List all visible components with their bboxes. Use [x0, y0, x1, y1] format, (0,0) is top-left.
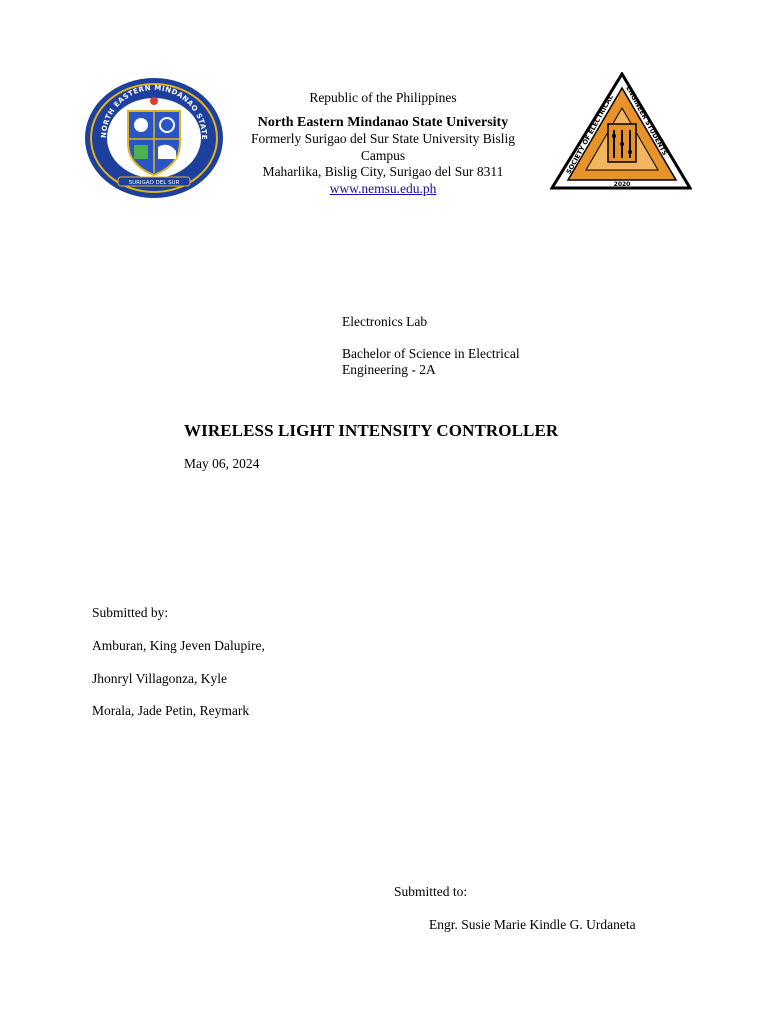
former-name: Formerly Surigao del Sur State University Bislig Campus [251, 131, 515, 163]
lab-name: Electronics Lab [342, 314, 428, 329]
campus-address: Maharlika, Bislig City, Surigao del Sur 8311 [262, 164, 504, 179]
member-name: Jhonryl Villagonza, Kyle [92, 671, 228, 686]
course-info [342, 314, 572, 379]
seal-arc-text: NORTH EASTERN MINDANAO STATE [99, 83, 209, 141]
program-line-2: Engineering - 2A [342, 362, 436, 377]
program-line-1: Bachelor of Science in Electrical [342, 345, 520, 361]
logo-right-text: ENGINEER STUDENTS [624, 84, 670, 157]
submitted-to-label: Submitted to: [394, 884, 468, 899]
seal-bottom-text: SURIGAO DEL SUR [128, 180, 180, 186]
document-date: May 06, 2024 [184, 456, 260, 471]
country-name: Republic of the Philippines [309, 90, 457, 105]
member-name: Amburan, King Jeven Dalupire, [92, 638, 265, 653]
letterhead [230, 90, 536, 197]
society-logo [550, 72, 692, 192]
document-title: WIRELESS LIGHT INTENSITY CONTROLLER [184, 421, 559, 440]
member-name: Morala, Jade Petin, Reymark [92, 703, 250, 718]
logo-year: 2020 [613, 181, 631, 188]
submitted-by-label: Submitted by: [92, 605, 169, 620]
logo-left-text: SOCIETY OF ELECTRICAL [564, 93, 615, 176]
university-website-link[interactable]: www.nemsu.edu.ph [329, 180, 437, 196]
adviser-name: Engr. Susie Marie Kindle G. Urdaneta [429, 917, 636, 932]
university-seal-logo [84, 77, 224, 199]
university-name: North Eastern Mindanao State University [257, 114, 509, 130]
